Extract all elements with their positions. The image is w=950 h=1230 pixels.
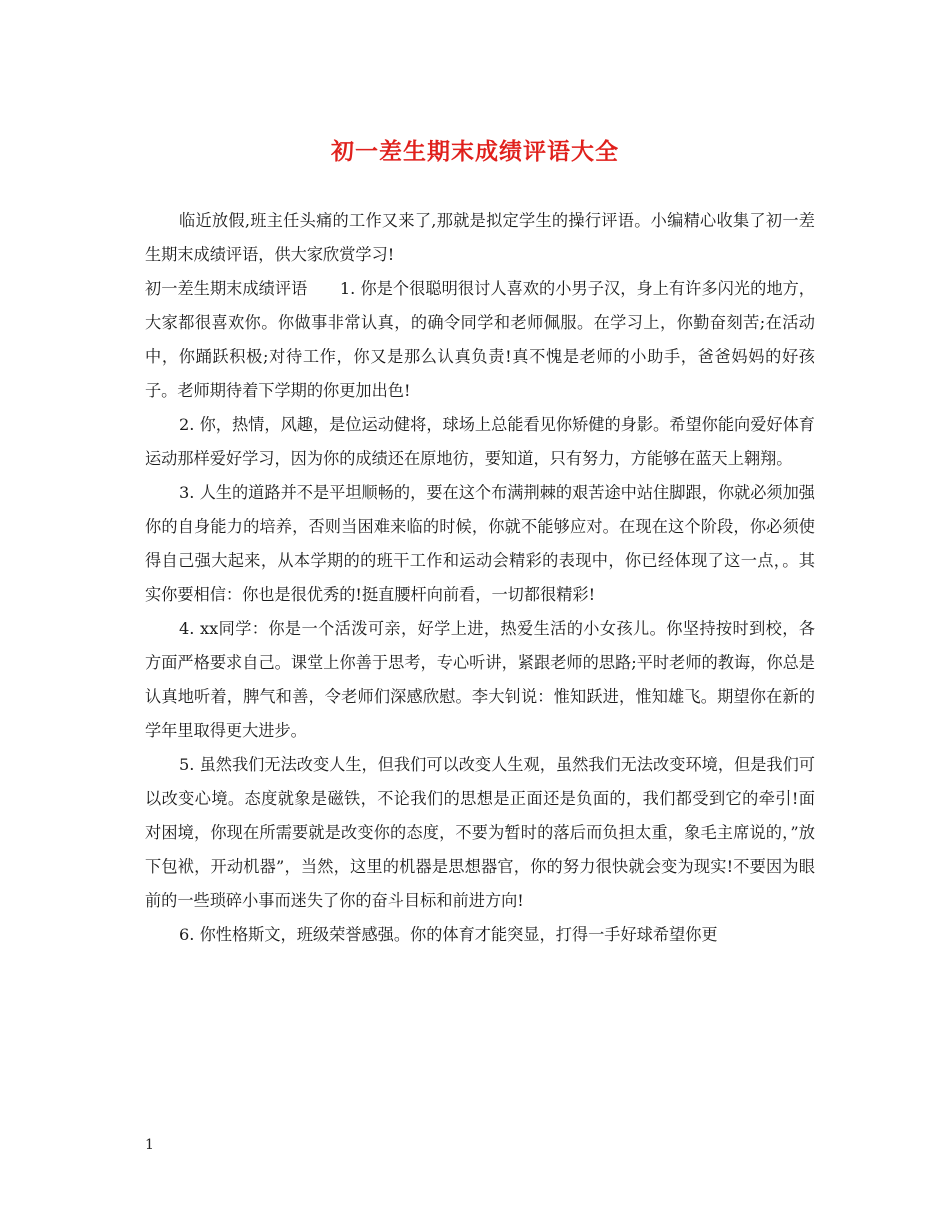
page-number: 1 xyxy=(145,1137,154,1153)
paragraph-comment-1: 初一差生期末成绩评语 1. 你是个很聪明很讨人喜欢的小男子汉，身上有许多闪光的地方，大家都很喜欢你。你做事非常认真，的确令同学和老师佩服。在学习上，你勤奋刻苦;在活动中，你踊跃积极;对待工作，你又是那么认真负责!真不愧是老师的小助手，爸爸妈妈的好孩子。老师期待着下学期的你更加出色! xyxy=(145,279,815,400)
paragraph-intro: 临近放假,班主任头痛的工作又来了,那就是拟定学生的操行评语。小编精心收集了初一差生期末成绩评语，供大家欣赏学习! xyxy=(145,211,815,264)
paragraph-comment-2: 2. 你，热情，风趣，是位运动健将，球场上总能看见你矫健的身影。希望你能向爱好体育运动那样爱好学习，因为你的成绩还在原地彷，要知道，只有努力，方能够在蓝天上翱翔。 xyxy=(145,415,815,468)
paragraph-comment-5: 5. 虽然我们无法改变人生，但我们可以改变人生观，虽然我们无法改变环境，但是我们可以改变心境。态度就象是磁铁，不论我们的思想是正面还是负面的，我们都受到它的牵引!面对困境，你现在所需要就是改变你的态度，不要为暂时的落后而负担太重，象毛主席说的，”放下包袱，开动机器”，当然，这里的机器是思想器官，你的努力很快就会变为现实!不要因为眼前的一些琐碎小事而迷失了你的奋斗目标和前进方向! xyxy=(145,755,815,910)
page-title: 初一差生期末成绩评语大全 xyxy=(331,138,619,165)
paragraph-comment-3: 3. 人生的道路并不是平坦顺畅的，要在这个布满荆棘的艰苦途中站住脚跟，你就必须加强你的自身能力的培养，否则当困难来临的时候，你就不能够应对。在现在这个阶段，你必须使得自己强大起来，从本学期的的班干工作和运动会精彩的表现中，你已经体现了这一点，。其实你要相信：你也是很优秀的!挺直腰杆向前看，一切都很精彩! xyxy=(145,483,815,604)
document-body xyxy=(145,204,815,952)
paragraph-comment-4: 4. xx同学：你是一个活泼可亲，好学上进，热爱生活的小女孩儿。你坚持按时到校，各方面严格要求自己。课堂上你善于思考，专心听讲，紧跟老师的思路;平时老师的教诲，你总是认真地听着，脾气和善，令老师们深感欣慰。李大钊说：惟知跃进，惟知雄飞。期望你在新的学年里取得更大进步。 xyxy=(145,619,815,740)
paragraph-comment-6: 6. 你性格斯文，班级荣誉感强。你的体育才能突显，打得一手好球希望你更 xyxy=(179,925,718,944)
